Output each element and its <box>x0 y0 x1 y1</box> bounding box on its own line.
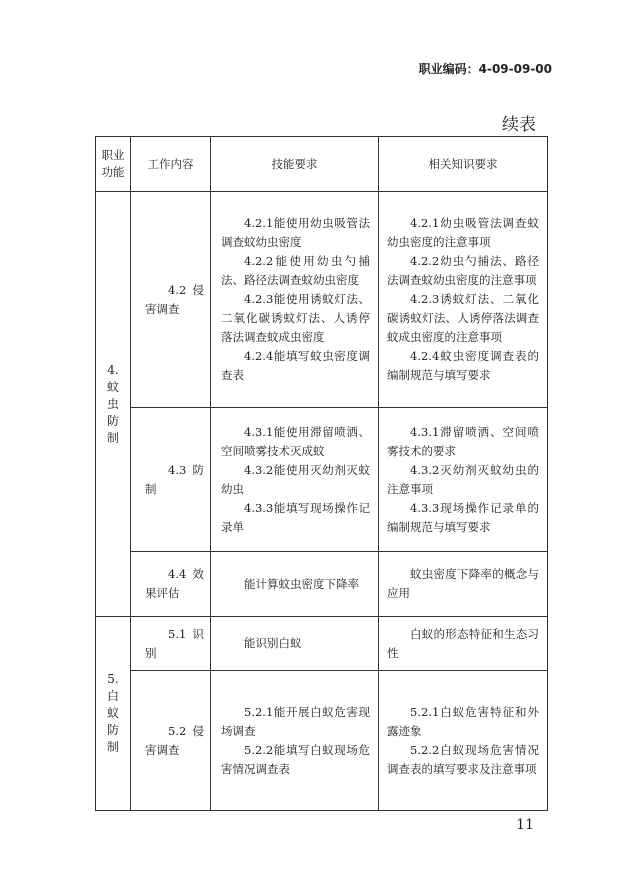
skill-cell: 4.2.1能使用幼虫吸管法调查蚊幼虫密度 4.2.2能使用幼虫勺捕法、路径法调查蚊幼虫密度 4.2.3能使用诱蚊灯法、二氧化碳诱蚊灯法、人诱停落法调查蚊成虫密度 4.2.4能填写蚊虫密度调查表 <box>211 192 379 408</box>
table-row <box>96 552 548 617</box>
header-function: 职业功能 <box>96 137 131 192</box>
occupation-code: 职业编码：4-09-09-00 <box>418 62 552 76</box>
header-work: 工作内容 <box>131 137 211 192</box>
continuation-label: 续表 <box>502 115 536 135</box>
knowledge-cell: 4.2.1幼虫吸管法调查蚊幼虫密度的注意事项 4.2.2幼虫勺捕法、路径法调查蚊幼虫密度的注意事项 4.2.3诱蚊灯法、二氧化碳诱蚊灯法、人诱停落法调查蚊成虫密度的注意事项 4.2.4蚊虫密度调查表的编制规范与填写要求 <box>379 192 548 408</box>
skill-cell: 能计算蚊虫密度下降率 <box>211 552 379 617</box>
occupation-table <box>95 136 548 811</box>
function-cell: 4.蚊虫防制 <box>96 192 131 617</box>
table-row <box>96 671 548 811</box>
table-row <box>96 192 548 408</box>
work-cell: 5.2侵害调查 <box>131 671 211 811</box>
table-header-row <box>96 137 548 192</box>
work-cell: 4.2侵害调查 <box>131 192 211 408</box>
work-cell: 4.4效果评估 <box>131 552 211 617</box>
header-skill: 技能要求 <box>211 137 379 192</box>
work-cell: 5.1识别 <box>131 617 211 671</box>
knowledge-cell: 5.2.1白蚁危害特征和外露迹象 5.2.2白蚁现场危害情况调查表的填写要求及注意事项 <box>379 671 548 811</box>
skill-cell: 能识别白蚁 <box>211 617 379 671</box>
knowledge-cell: 4.3.1滞留喷洒、空间喷雾技术的要求 4.3.2灭幼剂灭蚊幼虫的注意事项 4.3.3现场操作记录单的编制规范与填写要求 <box>379 408 548 552</box>
work-cell: 4.3防制 <box>131 408 211 552</box>
table-row <box>96 617 548 671</box>
page-number: 11 <box>516 817 534 833</box>
knowledge-cell: 蚊虫密度下降率的概念与应用 <box>379 552 548 617</box>
skill-cell: 4.3.1能使用滞留喷洒、空间喷雾技术灭成蚊 4.3.2能使用灭幼剂灭蚊幼虫 4.3.3能填写现场操作记录单 <box>211 408 379 552</box>
table-row <box>96 408 548 552</box>
skill-cell: 5.2.1能开展白蚁危害现场调查 5.2.2能填写白蚁现场危害情况调查表 <box>211 671 379 811</box>
header-knowledge: 相关知识要求 <box>379 137 548 192</box>
function-cell: 5.白蚁防制 <box>96 617 131 811</box>
knowledge-cell: 白蚁的形态特征和生态习性 <box>379 617 548 671</box>
